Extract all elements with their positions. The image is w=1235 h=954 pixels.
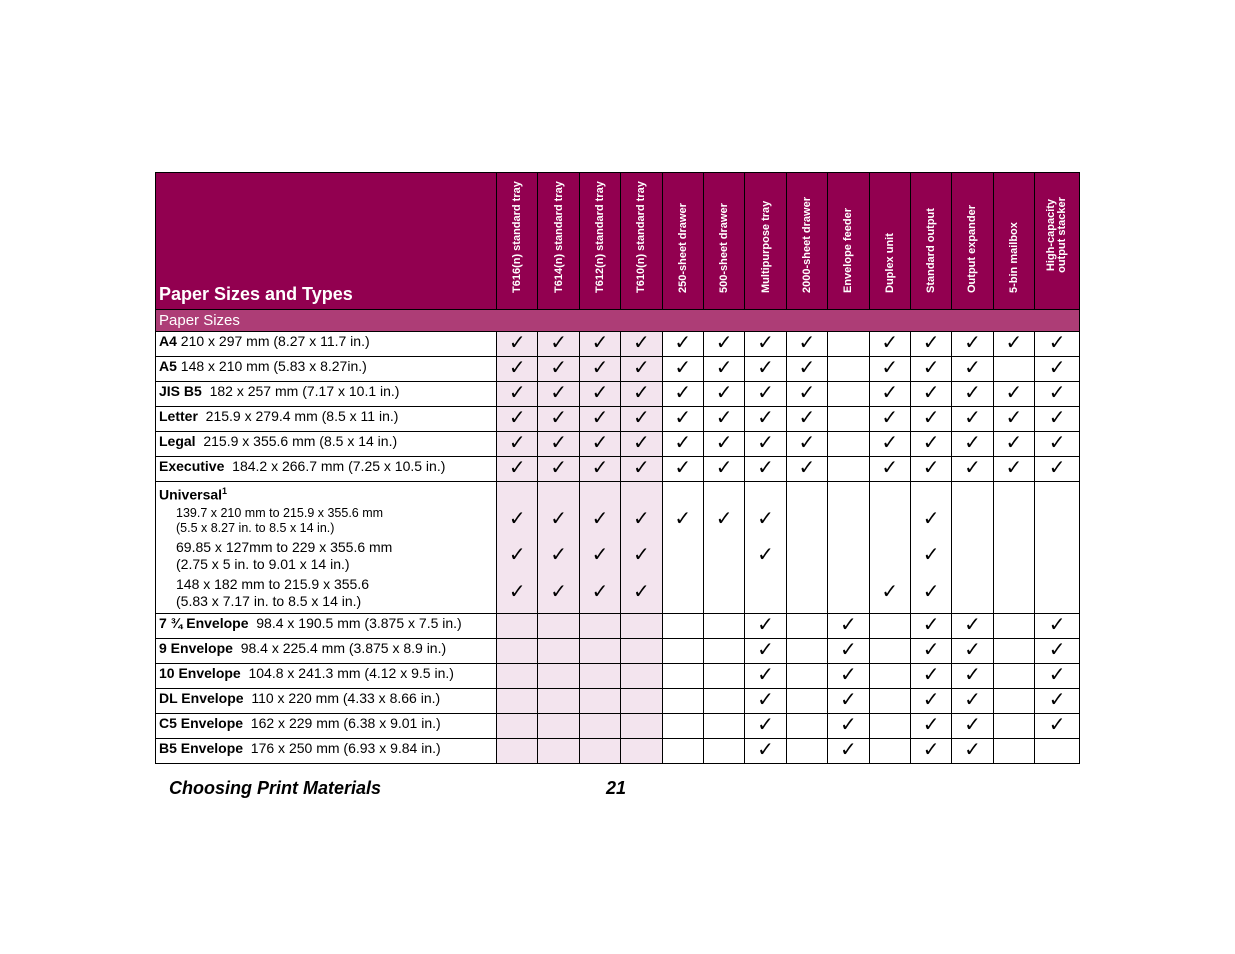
- check-mark-icon: ✓: [952, 382, 993, 407]
- check-mark-icon: ✓: [869, 432, 910, 457]
- empty-cell: [1035, 739, 1080, 764]
- check-mark-icon: ✓: [538, 357, 579, 382]
- empty-cell: [786, 614, 827, 639]
- column-header-label: T614(n) standard tray: [552, 181, 565, 293]
- column-header: [579, 173, 620, 310]
- empty-cell: [869, 689, 910, 714]
- column-header-label: Standard output: [925, 208, 938, 293]
- check-mark-icon: ✓: [579, 432, 620, 457]
- paper-dimensions: 184.2 x 266.7 mm (7.25 x 10.5 in.): [224, 458, 446, 474]
- paper-dimensions: 110 x 220 mm (4.33 x 8.66 in.): [243, 690, 441, 706]
- column-header-label: Duplex unit: [883, 233, 896, 293]
- check-mark-icon: ✓: [497, 432, 538, 457]
- paper-size-label: [156, 614, 497, 639]
- column-header: [993, 173, 1034, 310]
- empty-cell: [786, 664, 827, 689]
- paper-name: A5: [159, 358, 177, 374]
- check-mark-icon: ✓: [828, 739, 869, 764]
- range-text: (5.5 x 8.27 in. to 8.5 x 14 in.): [176, 520, 335, 535]
- empty-cell: [538, 614, 579, 639]
- range-text: (2.75 x 5 in. to 9.01 x 14 in.): [176, 555, 350, 572]
- paper-size-label: [156, 482, 497, 614]
- column-header: [952, 173, 993, 310]
- check-mark-icon: ✓: [910, 432, 951, 457]
- column-header-label: T612(n) standard tray: [593, 181, 606, 293]
- check-mark-icon: ✓: [703, 457, 744, 482]
- check-mark-icon: ✓: [828, 689, 869, 714]
- paper-size-label: [156, 714, 497, 739]
- table-row: [156, 714, 1080, 739]
- check-mark-icon: ✓: [621, 457, 662, 482]
- check-mark-icon: ✓: [993, 332, 1034, 357]
- empty-cell: [703, 689, 744, 714]
- paper-name: Executive: [159, 458, 225, 474]
- empty-cell: [621, 639, 662, 664]
- empty-cell: [993, 689, 1034, 714]
- check-mark-icon: ✓: [662, 407, 703, 432]
- check-mark-icon: ✓: [952, 432, 993, 457]
- check-mark-icon: ✓: [497, 457, 538, 482]
- check-mark-icon: ✓: [910, 664, 951, 689]
- table-row: [156, 689, 1080, 714]
- column-header: [662, 173, 703, 310]
- check-mark-icon: ✓: [910, 332, 951, 357]
- empty-cell: [497, 664, 538, 689]
- check-mark-icon: ✓: [745, 739, 786, 764]
- paper-name: C5 Envelope: [159, 715, 244, 731]
- paper-name: 9 Envelope: [159, 640, 233, 656]
- check-mark-icon: ✓: [745, 382, 786, 407]
- empty-cell: [497, 639, 538, 664]
- range-text: 69.85 x 127mm to 229 x 355.6 mm: [176, 538, 393, 555]
- paper-name: B5 Envelope: [159, 740, 244, 756]
- paper-name: DL Envelope: [159, 690, 244, 706]
- check-mark-icon: ✓: [497, 357, 538, 382]
- empty-cell: [869, 664, 910, 689]
- check-mark-icon: ✓: [993, 407, 1034, 432]
- check-mark-icon: ✓: [1035, 714, 1080, 739]
- paper-size-label: [156, 664, 497, 689]
- check-mark-icon: ✓: [1035, 432, 1080, 457]
- empty-cell: [869, 639, 910, 664]
- paper-size-label: [156, 332, 497, 357]
- paper-name: Legal: [159, 433, 196, 449]
- footer-title: Choosing Print Materials: [169, 778, 382, 798]
- range-text: (5.83 x 7.17 in. to 8.5 x 14 in.): [176, 592, 362, 609]
- check-mark-icon: ✓: [952, 614, 993, 639]
- check-mark-icon: ✓: [1035, 639, 1080, 664]
- universal-cell: [497, 482, 538, 614]
- check-mark-icon: ✓: [993, 457, 1034, 482]
- check-mark-icon: ✓: [869, 332, 910, 357]
- check-mark-icon: ✓: [869, 457, 910, 482]
- column-header: [1035, 173, 1080, 310]
- check-mark-icon: ✓: [662, 457, 703, 482]
- check-mark-icon: ✓: [869, 357, 910, 382]
- check-mark-icon: ✓: [1035, 357, 1080, 382]
- empty-cell: [538, 639, 579, 664]
- table-row: [156, 357, 1080, 382]
- paper-dimensions: 182 x 257 mm (7.17 x 10.1 in.): [201, 383, 400, 399]
- empty-cell: [869, 614, 910, 639]
- check-mark-icon: ✓: [786, 457, 827, 482]
- table-row: [156, 382, 1080, 407]
- empty-cell: [579, 739, 620, 764]
- universal-range: [159, 506, 493, 536]
- paper-name: Universal: [159, 486, 223, 503]
- check-mark-icon: ✓: [952, 357, 993, 382]
- paper-name: Letter: [159, 408, 198, 424]
- check-mark-icon: ✓: [910, 614, 951, 639]
- check-mark-icon: ✓: [1035, 407, 1080, 432]
- paper-size-label: [156, 432, 497, 457]
- empty-cell: [703, 639, 744, 664]
- table-row: [156, 664, 1080, 689]
- check-mark-icon: ✓: [538, 407, 579, 432]
- empty-cell: [662, 714, 703, 739]
- empty-cell: [786, 639, 827, 664]
- empty-cell: [538, 739, 579, 764]
- check-mark-icon: ✓: [508, 508, 526, 530]
- universal-cell: [993, 482, 1034, 614]
- column-header: [745, 173, 786, 310]
- check-mark-icon: ✓: [745, 357, 786, 382]
- paper-name: A4: [159, 333, 177, 349]
- check-mark-icon: ✓: [828, 714, 869, 739]
- column-header: [703, 173, 744, 310]
- check-mark-icon: ✓: [922, 508, 940, 530]
- check-mark-icon: ✓: [538, 457, 579, 482]
- column-header-label: High-capacity output stacker: [1045, 197, 1069, 273]
- check-mark-icon: ✓: [632, 508, 650, 530]
- empty-cell: [993, 639, 1034, 664]
- empty-cell: [621, 739, 662, 764]
- table-row: [156, 639, 1080, 664]
- paper-dimensions: 162 x 229 mm (6.38 x 9.01 in.): [243, 715, 441, 731]
- empty-cell: [662, 639, 703, 664]
- paper-size-label: [156, 357, 497, 382]
- check-mark-icon: ✓: [579, 457, 620, 482]
- empty-cell: [497, 739, 538, 764]
- empty-cell: [662, 689, 703, 714]
- column-header-label: 5-bin mailbox: [1007, 222, 1020, 293]
- column-header-label: Multipurpose tray: [759, 200, 772, 293]
- check-mark-icon: ✓: [621, 382, 662, 407]
- check-mark-icon: ✓: [538, 432, 579, 457]
- paper-dimensions: 176 x 250 mm (6.93 x 9.84 in.): [243, 740, 441, 756]
- empty-cell: [786, 714, 827, 739]
- check-mark-icon: ✓: [910, 689, 951, 714]
- universal-cell: [952, 482, 993, 614]
- check-mark-icon: ✓: [1035, 689, 1080, 714]
- empty-cell: [828, 432, 869, 457]
- check-mark-icon: ✓: [869, 382, 910, 407]
- empty-cell: [538, 714, 579, 739]
- check-mark-icon: ✓: [715, 508, 733, 530]
- paper-dimensions: 210 x 297 mm (8.27 x 11.7 in.): [176, 333, 370, 349]
- check-mark-icon: ✓: [828, 614, 869, 639]
- check-mark-icon: ✓: [550, 581, 567, 603]
- footnote-marker: 1: [222, 486, 228, 496]
- check-mark-icon: ✓: [757, 508, 774, 530]
- check-mark-icon: ✓: [703, 382, 744, 407]
- check-mark-icon: ✓: [703, 332, 744, 357]
- header-row: [156, 173, 1080, 310]
- paper-dimensions: 98.4 x 190.5 mm (3.875 x 7.5 in.): [248, 615, 462, 631]
- column-header: [538, 173, 579, 310]
- paper-size-label: [156, 382, 497, 407]
- check-mark-icon: ✓: [1035, 614, 1080, 639]
- check-mark-icon: ✓: [993, 432, 1034, 457]
- universal-range: [159, 539, 493, 573]
- paper-size-label: [156, 457, 497, 482]
- table-row: [156, 739, 1080, 764]
- empty-cell: [703, 739, 744, 764]
- check-mark-icon: ✓: [662, 357, 703, 382]
- empty-cell: [993, 714, 1034, 739]
- paper-name: JIS B5: [159, 383, 202, 399]
- column-header-label: Output expander: [966, 204, 979, 293]
- check-mark-icon: ✓: [703, 357, 744, 382]
- paper-dimensions: 148 x 210 mm (5.83 x 8.27in.): [176, 358, 367, 374]
- paper-dimensions: 215.9 x 279.4 mm (8.5 x 11 in.): [197, 408, 399, 424]
- table-row: [156, 432, 1080, 457]
- empty-cell: [579, 689, 620, 714]
- universal-cell: [745, 482, 786, 614]
- empty-cell: [497, 689, 538, 714]
- check-mark-icon: ✓: [745, 614, 786, 639]
- check-mark-icon: ✓: [508, 581, 526, 603]
- check-mark-icon: ✓: [745, 432, 786, 457]
- paper-name: 10 Envelope: [159, 665, 241, 681]
- empty-cell: [993, 664, 1034, 689]
- check-mark-icon: ✓: [745, 639, 786, 664]
- check-mark-icon: ✓: [952, 714, 993, 739]
- check-mark-icon: ✓: [786, 332, 827, 357]
- check-mark-icon: ✓: [910, 357, 951, 382]
- check-mark-icon: ✓: [745, 714, 786, 739]
- empty-cell: [621, 614, 662, 639]
- check-mark-icon: ✓: [952, 407, 993, 432]
- empty-cell: [579, 714, 620, 739]
- check-mark-icon: ✓: [910, 382, 951, 407]
- check-mark-icon: ✓: [910, 739, 951, 764]
- universal-cell: [1035, 482, 1080, 614]
- section-label: Paper Sizes: [156, 310, 1080, 332]
- table-row: [156, 614, 1080, 639]
- check-mark-icon: ✓: [952, 739, 993, 764]
- empty-cell: [621, 664, 662, 689]
- empty-cell: [703, 714, 744, 739]
- universal-cell: [828, 482, 869, 614]
- empty-cell: [993, 357, 1034, 382]
- check-mark-icon: ✓: [828, 639, 869, 664]
- check-mark-icon: ✓: [745, 407, 786, 432]
- table-row: [156, 332, 1080, 357]
- check-mark-icon: ✓: [952, 457, 993, 482]
- paper-sizes-table: [155, 172, 1080, 764]
- universal-range: [159, 576, 493, 610]
- empty-cell: [828, 332, 869, 357]
- check-mark-icon: ✓: [662, 382, 703, 407]
- check-mark-icon: ✓: [508, 544, 526, 566]
- empty-cell: [828, 357, 869, 382]
- column-header: [786, 173, 827, 310]
- check-mark-icon: ✓: [621, 432, 662, 457]
- check-mark-icon: ✓: [910, 407, 951, 432]
- check-mark-icon: ✓: [621, 332, 662, 357]
- check-mark-icon: ✓: [591, 581, 609, 603]
- universal-cell: [703, 482, 744, 614]
- check-mark-icon: ✓: [952, 332, 993, 357]
- check-mark-icon: ✓: [786, 432, 827, 457]
- check-mark-icon: ✓: [703, 407, 744, 432]
- empty-cell: [993, 739, 1034, 764]
- check-mark-icon: ✓: [786, 407, 827, 432]
- empty-cell: [621, 714, 662, 739]
- empty-cell: [869, 714, 910, 739]
- column-header-label: 2000-sheet drawer: [800, 197, 813, 293]
- check-mark-icon: ✓: [745, 332, 786, 357]
- check-mark-icon: ✓: [632, 581, 650, 603]
- empty-cell: [703, 664, 744, 689]
- universal-cell: [869, 482, 910, 614]
- check-mark-icon: ✓: [550, 544, 567, 566]
- range-text: 139.7 x 210 mm to 215.9 x 355.6 mm: [176, 505, 384, 520]
- check-mark-icon: ✓: [579, 332, 620, 357]
- range-text: 148 x 182 mm to 215.9 x 355.6: [176, 575, 370, 592]
- paper-size-label: [156, 407, 497, 432]
- check-mark-icon: ✓: [952, 639, 993, 664]
- column-header: [497, 173, 538, 310]
- check-mark-icon: ✓: [993, 382, 1034, 407]
- check-mark-icon: ✓: [786, 357, 827, 382]
- check-mark-icon: ✓: [757, 544, 774, 566]
- empty-cell: [786, 689, 827, 714]
- empty-cell: [538, 689, 579, 714]
- empty-cell: [621, 689, 662, 714]
- check-mark-icon: ✓: [786, 382, 827, 407]
- column-header: [869, 173, 910, 310]
- paper-size-label: [156, 639, 497, 664]
- check-mark-icon: ✓: [538, 332, 579, 357]
- paper-dimensions: 98.4 x 225.4 mm (3.875 x 8.9 in.): [232, 640, 447, 656]
- check-mark-icon: ✓: [1035, 664, 1080, 689]
- check-mark-icon: ✓: [497, 407, 538, 432]
- check-mark-icon: ✓: [703, 432, 744, 457]
- paper-size-label: [156, 739, 497, 764]
- check-mark-icon: ✓: [591, 544, 609, 566]
- table-row-universal: [156, 482, 1080, 614]
- check-mark-icon: ✓: [497, 382, 538, 407]
- empty-cell: [993, 614, 1034, 639]
- check-mark-icon: ✓: [632, 544, 650, 566]
- check-mark-icon: ✓: [674, 508, 692, 530]
- empty-cell: [497, 614, 538, 639]
- empty-cell: [786, 739, 827, 764]
- check-mark-icon: ✓: [745, 689, 786, 714]
- empty-cell: [662, 614, 703, 639]
- universal-cell: [538, 482, 579, 614]
- empty-cell: [662, 739, 703, 764]
- check-mark-icon: ✓: [1035, 457, 1080, 482]
- paper-dimensions: 104.8 x 241.3 mm (4.12 x 9.5 in.): [240, 665, 454, 681]
- check-mark-icon: ✓: [579, 407, 620, 432]
- empty-cell: [828, 457, 869, 482]
- column-header-label: T616(n) standard tray: [511, 181, 524, 293]
- check-mark-icon: ✓: [952, 689, 993, 714]
- paper-size-label: [156, 689, 497, 714]
- empty-cell: [579, 639, 620, 664]
- universal-cell: [662, 482, 703, 614]
- check-mark-icon: ✓: [591, 508, 609, 530]
- check-mark-icon: ✓: [745, 664, 786, 689]
- empty-cell: [497, 714, 538, 739]
- empty-cell: [828, 407, 869, 432]
- universal-cell: [786, 482, 827, 614]
- check-mark-icon: ✓: [662, 432, 703, 457]
- paper-dimensions: 215.9 x 355.6 mm (8.5 x 14 in.): [195, 433, 398, 449]
- check-mark-icon: ✓: [579, 357, 620, 382]
- column-header: [621, 173, 662, 310]
- paper-name: 7 ¾ Envelope: [159, 615, 249, 631]
- check-mark-icon: ✓: [662, 332, 703, 357]
- check-mark-icon: ✓: [550, 508, 567, 530]
- empty-cell: [538, 664, 579, 689]
- empty-cell: [869, 739, 910, 764]
- check-mark-icon: ✓: [910, 639, 951, 664]
- column-header-label: T610(n) standard tray: [635, 181, 648, 293]
- check-mark-icon: ✓: [1035, 382, 1080, 407]
- check-mark-icon: ✓: [910, 457, 951, 482]
- check-mark-icon: ✓: [621, 407, 662, 432]
- check-mark-icon: ✓: [621, 357, 662, 382]
- column-header-label: Envelope feeder: [842, 208, 855, 293]
- empty-cell: [579, 664, 620, 689]
- check-mark-icon: ✓: [579, 382, 620, 407]
- check-mark-icon: ✓: [497, 332, 538, 357]
- check-mark-icon: ✓: [881, 581, 899, 603]
- universal-cell: [621, 482, 662, 614]
- table-row: [156, 457, 1080, 482]
- check-mark-icon: ✓: [910, 714, 951, 739]
- check-mark-icon: ✓: [1035, 332, 1080, 357]
- check-mark-icon: ✓: [538, 382, 579, 407]
- check-mark-icon: ✓: [869, 407, 910, 432]
- column-header-label: 250-sheet drawer: [676, 203, 689, 293]
- check-mark-icon: ✓: [828, 664, 869, 689]
- check-mark-icon: ✓: [745, 457, 786, 482]
- empty-cell: [828, 382, 869, 407]
- column-header-label: 500-sheet drawer: [718, 203, 731, 293]
- empty-cell: [662, 664, 703, 689]
- empty-cell: [703, 614, 744, 639]
- universal-title: [159, 483, 493, 504]
- page-number: 21: [606, 778, 627, 798]
- universal-cell: [910, 482, 951, 614]
- section-row: [156, 310, 1080, 332]
- empty-cell: [579, 614, 620, 639]
- check-mark-icon: ✓: [922, 581, 940, 603]
- column-header: [910, 173, 951, 310]
- universal-cell: [579, 482, 620, 614]
- table-row: [156, 407, 1080, 432]
- column-header: [828, 173, 869, 310]
- table-title: Paper Sizes and Types: [156, 173, 497, 310]
- check-mark-icon: ✓: [952, 664, 993, 689]
- check-mark-icon: ✓: [922, 544, 940, 566]
